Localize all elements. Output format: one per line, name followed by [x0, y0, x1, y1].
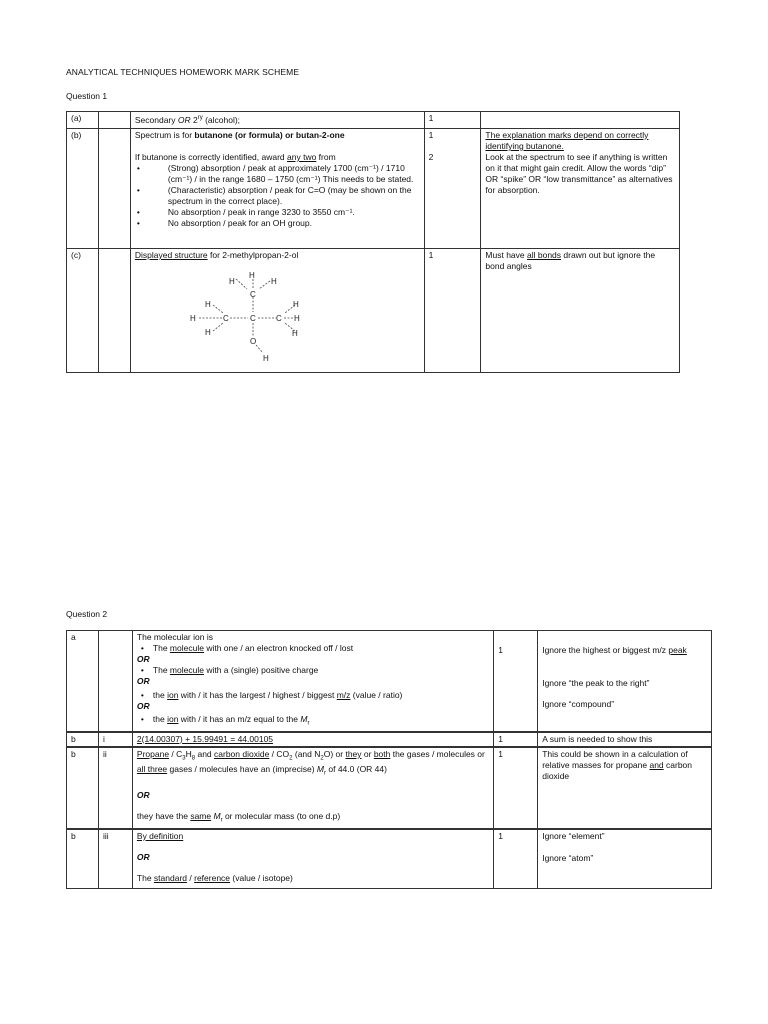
q1a-sub: [98, 112, 130, 129]
question-1-heading: Question 1: [66, 91, 108, 101]
list-item: • (Strong) absorption / peak at approximately 1700 (cm⁻¹) / 1710 (cm⁻¹) / in the range 1680 – 1750 (cm⁻¹) This needs to be stated.: [135, 163, 420, 185]
q2-row-a: [67, 631, 712, 732]
atom-label: H: [248, 271, 255, 280]
q1a-answer: Secondary OR $2^{ry}$ (alcohol);: [130, 112, 424, 129]
list-item: • No absorption / peak in range 3230 to 3550 cm⁻¹.: [135, 207, 420, 218]
q2biii-answer: By definition OR The standard / reference (value / isotope): [132, 829, 493, 889]
q1a-label: (a): [67, 112, 99, 129]
atom-label: H: [204, 300, 211, 309]
q1b-bullet-list: [135, 163, 420, 229]
atom-label: C: [222, 314, 229, 323]
atom-label: C: [249, 290, 256, 299]
atom-label: C: [275, 314, 282, 323]
q1-row-c: [67, 249, 680, 373]
q2-row-bii: [67, 747, 712, 829]
q2a-sub: [98, 631, 132, 732]
atom-label: H: [204, 328, 211, 337]
q2biii-sub: iii: [98, 829, 132, 889]
list-item: • No absorption / peak for an OH group.: [135, 218, 420, 229]
q2a-answer: The molecular ion is • The molecule with one / an electron knocked off / lost OR • The molecule with a (single) positive charge OR • the ion with / it has the largest / highest / biggest m/z (value / ratio) OR • the ion with / it has an m/z equal to the $M_r$: [132, 631, 493, 732]
q1b-mark: 1 2: [424, 129, 481, 249]
atom-label: H: [291, 329, 298, 338]
list-item: • (Characteristic) absorption / peak for C=O (may be shown on the spectrum in the correct place).: [135, 185, 420, 207]
list-item: • the ion with / it has the largest / highest / biggest m/z (value / ratio): [137, 690, 489, 701]
atom-label: H: [262, 354, 269, 363]
question-2-table: [66, 630, 712, 889]
q1-row-a: [67, 112, 680, 129]
q2bii-answer: Propane / $C_3H_8$ and carbon dioxide / $CO_2$ (and $N_2O$) or they or both the gases / molecules or all three gases / molecules have an (imprecise) $M_r$ of 44.0 (OR 44) OR they have the same $M_r$ or molecular mass (to one d.p): [132, 747, 493, 829]
q2biii-guidance: Ignore “element” Ignore “atom”: [538, 829, 712, 889]
q1c-guidance: Must have all bonds drawn out but ignore the bond angles: [481, 249, 680, 373]
list-item: • the ion with / it has an m/z equal to the $M_r$: [137, 714, 489, 730]
question-1-table: [66, 111, 680, 373]
q2a-label: a: [67, 631, 99, 732]
q2bi-answer: 2(14.00307) + 15.99491 = 44.00105: [132, 732, 493, 747]
q1c-sub: [98, 249, 130, 373]
q2biii-mark: 1: [494, 829, 538, 889]
atom-label: H: [270, 277, 277, 286]
document-title: ANALYTICAL TECHNIQUES HOMEWORK MARK SCHEME: [66, 67, 300, 77]
q1b-sub: [98, 129, 130, 249]
atom-label: H: [292, 300, 299, 309]
q1a-mark: 1: [424, 112, 481, 129]
list-item: • The molecule with a (single) positive charge: [137, 665, 489, 676]
q2-row-bi: [67, 732, 712, 747]
q2a-guidance: Ignore the highest or biggest m/z peak Ignore “the peak to the right” Ignore “compound”: [538, 631, 712, 732]
q1b-guidance: The explanation marks depend on correctly identifying butanone. Look at the spectrum to see if anything is written on it that might gain credit. Allow the words “dip” OR “spike” OR “low transmittance” as alternatives for absorption.: [481, 129, 680, 249]
q2bi-label: b: [67, 732, 99, 747]
q1a-guidance: [481, 112, 680, 129]
q2bii-sub: ii: [98, 747, 132, 829]
displayed-structure-diagram: [135, 265, 335, 365]
q2-row-biii: [67, 829, 712, 889]
q2a-mark: 1: [494, 631, 538, 732]
q1c-answer: Displayed structure for 2-methylpropan-2-ol H H H C H H H C C C H H H O H: [130, 249, 424, 373]
atom-label: H: [293, 314, 300, 323]
atom-label: C: [249, 314, 256, 323]
atom-label: O: [249, 337, 257, 346]
q2bii-label: b: [67, 747, 99, 829]
q1c-label: (c): [67, 249, 99, 373]
q1-row-b: [67, 129, 680, 249]
q2bii-mark: 1: [494, 747, 538, 829]
q2bi-mark: 1: [494, 732, 538, 747]
q2bi-sub: i: [98, 732, 132, 747]
atom-label: H: [228, 277, 235, 286]
question-2-heading: Question 2: [66, 609, 108, 619]
q2bii-guidance: This could be shown in a calculation of relative masses for propane and carbon dioxide: [538, 747, 712, 829]
list-item: • The molecule with one / an electron knocked off / lost: [137, 643, 489, 654]
q2bi-guidance: A sum is needed to show this: [538, 732, 712, 747]
atom-label: H: [189, 314, 196, 323]
q1b-answer: Spectrum is for butanone (or formula) or butan-2-one If butanone is correctly identified, award any two from • (Strong) absorption / peak at approximately 1700 (cm⁻¹) / 1710 (cm⁻¹) / in the range 1680 – 1750 (cm⁻¹) This needs to be stated. • (Characteristic) absorption / peak for C=O (may be shown on the spectrum in the correct place). • No absorption / peak in range 3230 to 3550 cm⁻¹. • No absorption / peak for an OH group.: [130, 129, 424, 249]
q1c-mark: 1: [424, 249, 481, 373]
q1b-label: (b): [67, 129, 99, 249]
q2biii-label: b: [67, 829, 99, 889]
